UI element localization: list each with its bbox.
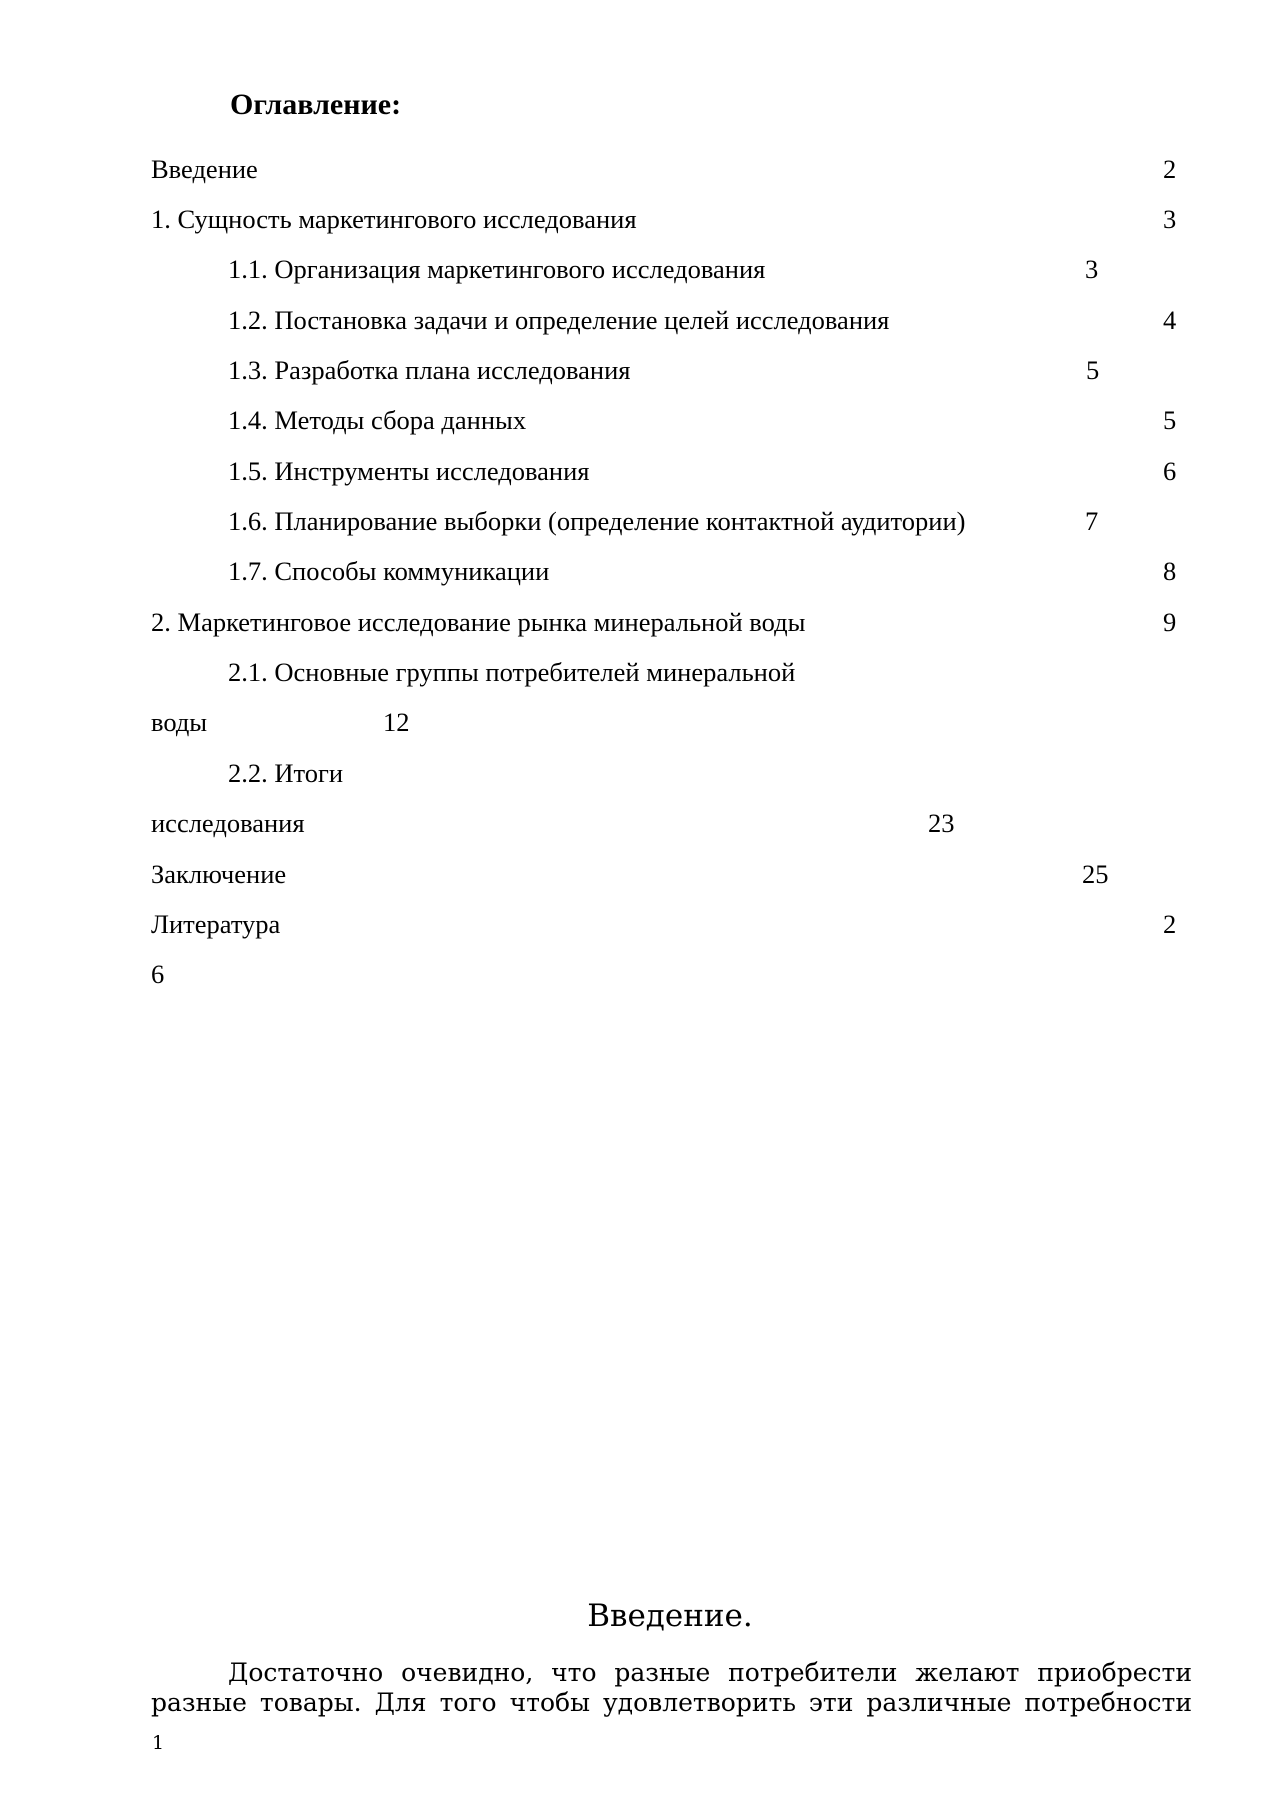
toc-entry-page: 8 xyxy=(1163,556,1177,586)
toc-entry-title: 2.2. Итоги xyxy=(228,758,344,788)
toc-entry-title: 1.7. Способы коммуникации xyxy=(228,556,550,586)
toc-entry-page: 23 xyxy=(928,808,955,838)
toc-entry-page: 9 xyxy=(1163,607,1177,637)
toc-entry-title: Введение xyxy=(151,154,258,184)
toc-entry-title: 1.5. Инструменты исследования xyxy=(228,456,590,486)
toc-entry-page: 3 xyxy=(1085,254,1099,284)
introduction-heading: Введение. xyxy=(587,1598,753,1634)
toc-entry-title-continued: воды xyxy=(151,707,208,737)
toc-entry-page: 25 xyxy=(1082,859,1109,889)
toc-heading: Оглавление: xyxy=(230,88,402,121)
toc-entry-title: Заключение xyxy=(151,859,287,889)
introduction-paragraph-line: разные товары. Для того чтобы удовлетворить эти различные потребности xyxy=(151,1688,1192,1717)
introduction-paragraph-line: Достаточно очевидно, что разные потребители желают приобрести xyxy=(228,1658,1192,1687)
toc-entry-title-continued: исследования xyxy=(151,808,305,838)
toc-entry-page: 4 xyxy=(1163,305,1177,335)
toc-entry-page: 6 xyxy=(1163,456,1177,486)
toc-entry-title: 1.1. Организация маркетингового исследования xyxy=(228,254,766,284)
toc-entry-title: 1. Сущность маркетингового исследования xyxy=(151,204,637,234)
toc-entry-page: 5 xyxy=(1163,405,1177,435)
toc-entry-page: 5 xyxy=(1086,355,1100,385)
toc-entry-title: 1.6. Планирование выборки (определение контактной аудитории) xyxy=(228,506,966,536)
toc-entry-page: 3 xyxy=(1163,204,1177,234)
toc-entry-title: 2.1. Основные группы потребителей минеральной xyxy=(228,657,796,687)
toc-entry-title: 2. Маркетинговое исследование рынка минеральной воды xyxy=(151,607,806,637)
toc-entry-page: 2 xyxy=(1163,909,1177,939)
toc-entry-title: 1.2. Постановка задачи и определение целей исследования xyxy=(228,305,890,335)
toc-entry-title: Литература xyxy=(151,909,281,939)
toc-entry-title: 1.3. Разработка плана исследования xyxy=(228,355,631,385)
toc-entry-page: 2 xyxy=(1163,154,1177,184)
toc-entry-page: 12 xyxy=(383,707,410,737)
toc-entry-page: 7 xyxy=(1085,506,1099,536)
toc-entry-page-continued: 6 xyxy=(151,959,165,989)
toc-entry-title: 1.4. Методы сбора данных xyxy=(228,405,527,435)
page-number: 1 xyxy=(152,1732,165,1754)
